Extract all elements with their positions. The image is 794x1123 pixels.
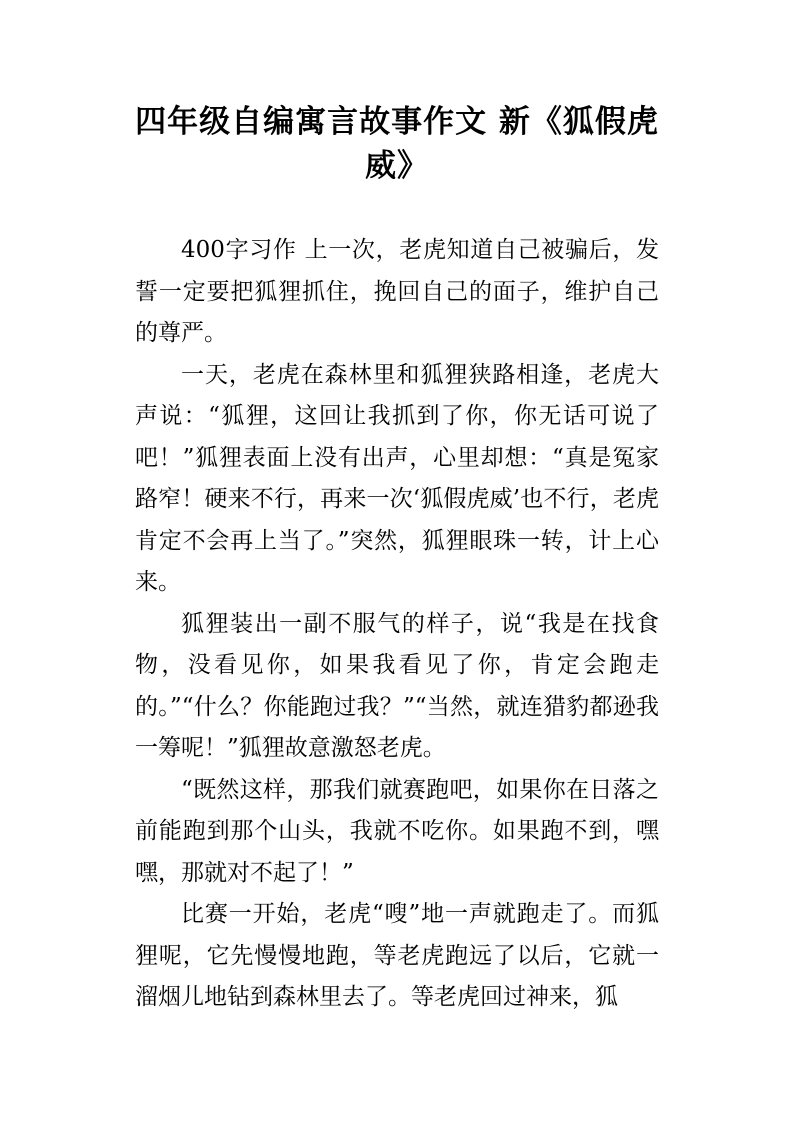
paragraph: “既然这样，那我们就赛跑吧，如果你在日落之前能跑到那个山头，我就不吃你。如果跑不到，嘿嘿，那就对不起了！” xyxy=(135,776,659,886)
paragraph: 狐狸装出一副不服气的样子，说“我是在找食物，没看见你，如果我看见了你，肯定会跑走的。”“什么？你能跑过我？”“当然，就连猎豹都逊我一筹呢！”狐狸故意激怒老虎。 xyxy=(135,610,659,761)
document-title: 四年级自编寓言故事作文 新《狐假虎威》 xyxy=(135,104,659,184)
paragraph: 400字习作 上一次，老虎知道自己被骗后，发誓一定要把狐狸抓住，挽回自己的面子，维护自己的尊严。 xyxy=(135,237,659,346)
paragraph: 比赛一开始，老虎“嗖”地一声就跑走了。而狐狸呢，它先慢慢地跑，等老虎跑远了以后，它就一溜烟儿地钻到森林里去了。等老虎回过神来，狐 xyxy=(135,901,659,1010)
document-body xyxy=(135,230,659,1019)
paragraph: 一天，老虎在森林里和狐狸狭路相逢，老虎大声说：“狐狸，这回让我抓到了你，你无话可说了吧！”狐狸表面上没有出声，心里却想：“真是冤家路窄！硬来不行，再来一次‘狐假虎威’也不行，老虎肯定不会再上当了。”突然，狐狸眼珠一转，计上心来。 xyxy=(135,361,659,595)
